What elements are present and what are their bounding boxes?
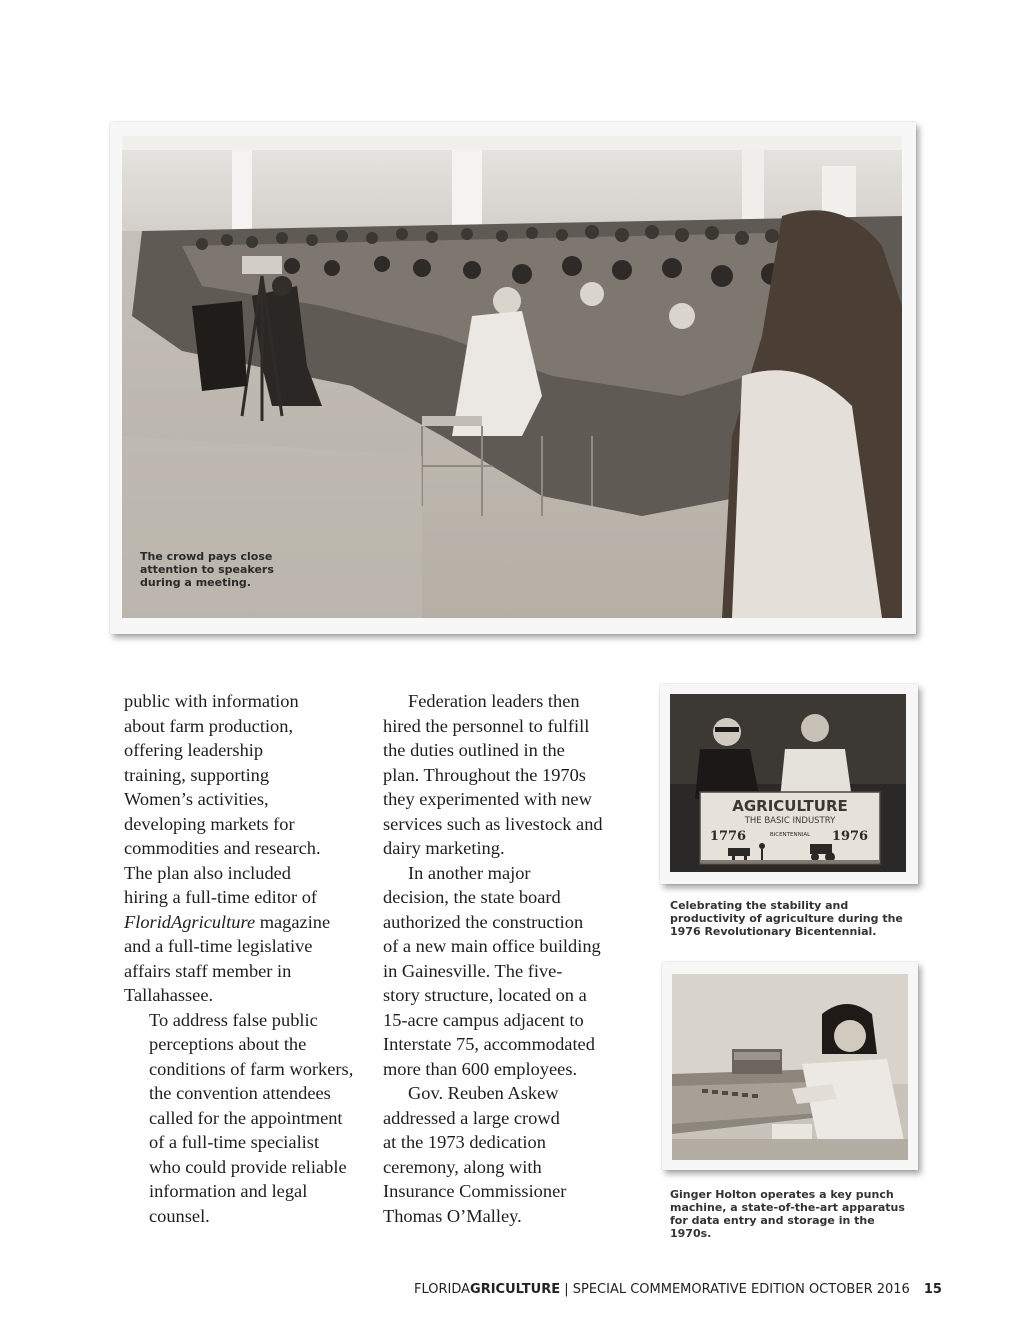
bicentennial-banner-image	[670, 694, 906, 872]
magazine-title: FloridAgriculture	[124, 911, 256, 932]
text-line: decision, the state board	[383, 887, 561, 907]
text-line: authorized the construction	[383, 911, 584, 932]
text-line: perceptions about the	[149, 1034, 307, 1054]
banner-subtitle: THE BASIC INDUSTRY	[744, 816, 836, 826]
banner-middle: BICENTENNIAL	[769, 832, 811, 838]
text-line: public with information	[124, 691, 299, 711]
text-line: plan. Throughout the 1970s	[383, 764, 586, 785]
text-line: hired the personnel to fulfill	[383, 715, 590, 736]
text-line: Gov. Reuben Askew	[408, 1083, 559, 1103]
main-photo-caption: The crowd pays close attention to speakers during a meeting.	[140, 550, 274, 589]
text-line: ceremony, along with	[383, 1156, 542, 1177]
text-line: services such as livestock and	[383, 813, 603, 834]
text-line: commodities and research.	[124, 838, 321, 858]
keypunch-operator-image	[672, 974, 908, 1160]
text-line: who could provide reliable	[149, 1156, 347, 1177]
middle-paragraph-3	[383, 1081, 623, 1228]
text-line: offering leadership	[124, 740, 264, 760]
text-fragment: magazine	[255, 911, 331, 932]
footer-brand-bold: GRICULTURE	[470, 1282, 561, 1297]
text-line	[124, 910, 364, 935]
footer-edition: | SPECIAL COMMEMORATIVE EDITION OCTOBER 2016	[560, 1282, 910, 1297]
text-line: they experimented with new	[383, 789, 592, 809]
text-line: about farm production,	[124, 715, 294, 736]
text-line: To address false public	[149, 1009, 318, 1030]
text-line: Interstate 75, accommodated	[383, 1034, 595, 1054]
main-photo	[110, 122, 916, 634]
banner-year-right: 1976	[831, 829, 869, 844]
text-line: In another major	[408, 862, 531, 883]
text-line: conditions of farm workers,	[149, 1058, 354, 1079]
article-left-column	[124, 689, 364, 1228]
text-line: in Gainesville. The five-	[383, 960, 563, 981]
text-line: information and legal	[149, 1181, 308, 1201]
middle-paragraph-2	[383, 861, 623, 1082]
text-line: called for the appointment	[149, 1107, 343, 1128]
text-line: affairs staff member in	[124, 960, 292, 981]
left-paragraph-2	[124, 1008, 364, 1229]
bicentennial-photo	[660, 684, 918, 884]
keypunch-photo	[662, 962, 918, 1170]
bicentennial-caption: Celebrating the stability and productivity of agriculture during the 1976 Revolutionary Bicentennial.	[670, 899, 903, 938]
text-line: story structure, located on a	[383, 985, 587, 1005]
meeting-crowd-image	[122, 136, 902, 618]
text-line: and a full-time legislative	[124, 936, 313, 956]
text-line: Tallahassee.	[124, 985, 214, 1005]
banner-title: AGRICULTURE	[732, 797, 848, 815]
left-paragraph-1	[124, 689, 364, 1008]
text-line: of a new main office building	[383, 936, 601, 956]
text-line: dairy marketing.	[383, 838, 505, 858]
text-line: Women’s activities,	[124, 789, 269, 809]
text-line: more than 600 employees.	[383, 1058, 578, 1079]
text-line: Insurance Commissioner	[383, 1181, 567, 1201]
text-line: training, supporting	[124, 764, 270, 785]
text-line: hiring a full-time editor of	[124, 887, 318, 907]
footer-brand-prefix: FLORIDA	[414, 1282, 471, 1297]
text-line: The plan also included	[124, 862, 291, 883]
text-line: the duties outlined in the	[383, 740, 565, 760]
article-middle-column	[383, 689, 623, 1228]
text-line: of a full-time specialist	[149, 1132, 320, 1152]
middle-paragraph-1	[383, 689, 623, 861]
text-line: developing markets for	[124, 813, 295, 834]
keypunch-caption: Ginger Holton operates a key punch machine, a state-of-the-art apparatus for data entry and storage in the 1970s.	[670, 1188, 905, 1240]
text-line: Federation leaders then	[408, 691, 580, 711]
text-line: at the 1973 dedication	[383, 1132, 546, 1152]
page-footer	[414, 1282, 984, 1297]
text-line: Thomas O’Malley.	[383, 1205, 522, 1226]
text-line: 15-acre campus adjacent to	[383, 1009, 584, 1030]
text-line: addressed a large crowd	[383, 1107, 560, 1128]
page-number: 15	[923, 1282, 942, 1297]
text-line: counsel.	[149, 1205, 210, 1226]
text-line: the convention attendees	[149, 1083, 331, 1103]
banner-year-left: 1776	[709, 829, 747, 844]
